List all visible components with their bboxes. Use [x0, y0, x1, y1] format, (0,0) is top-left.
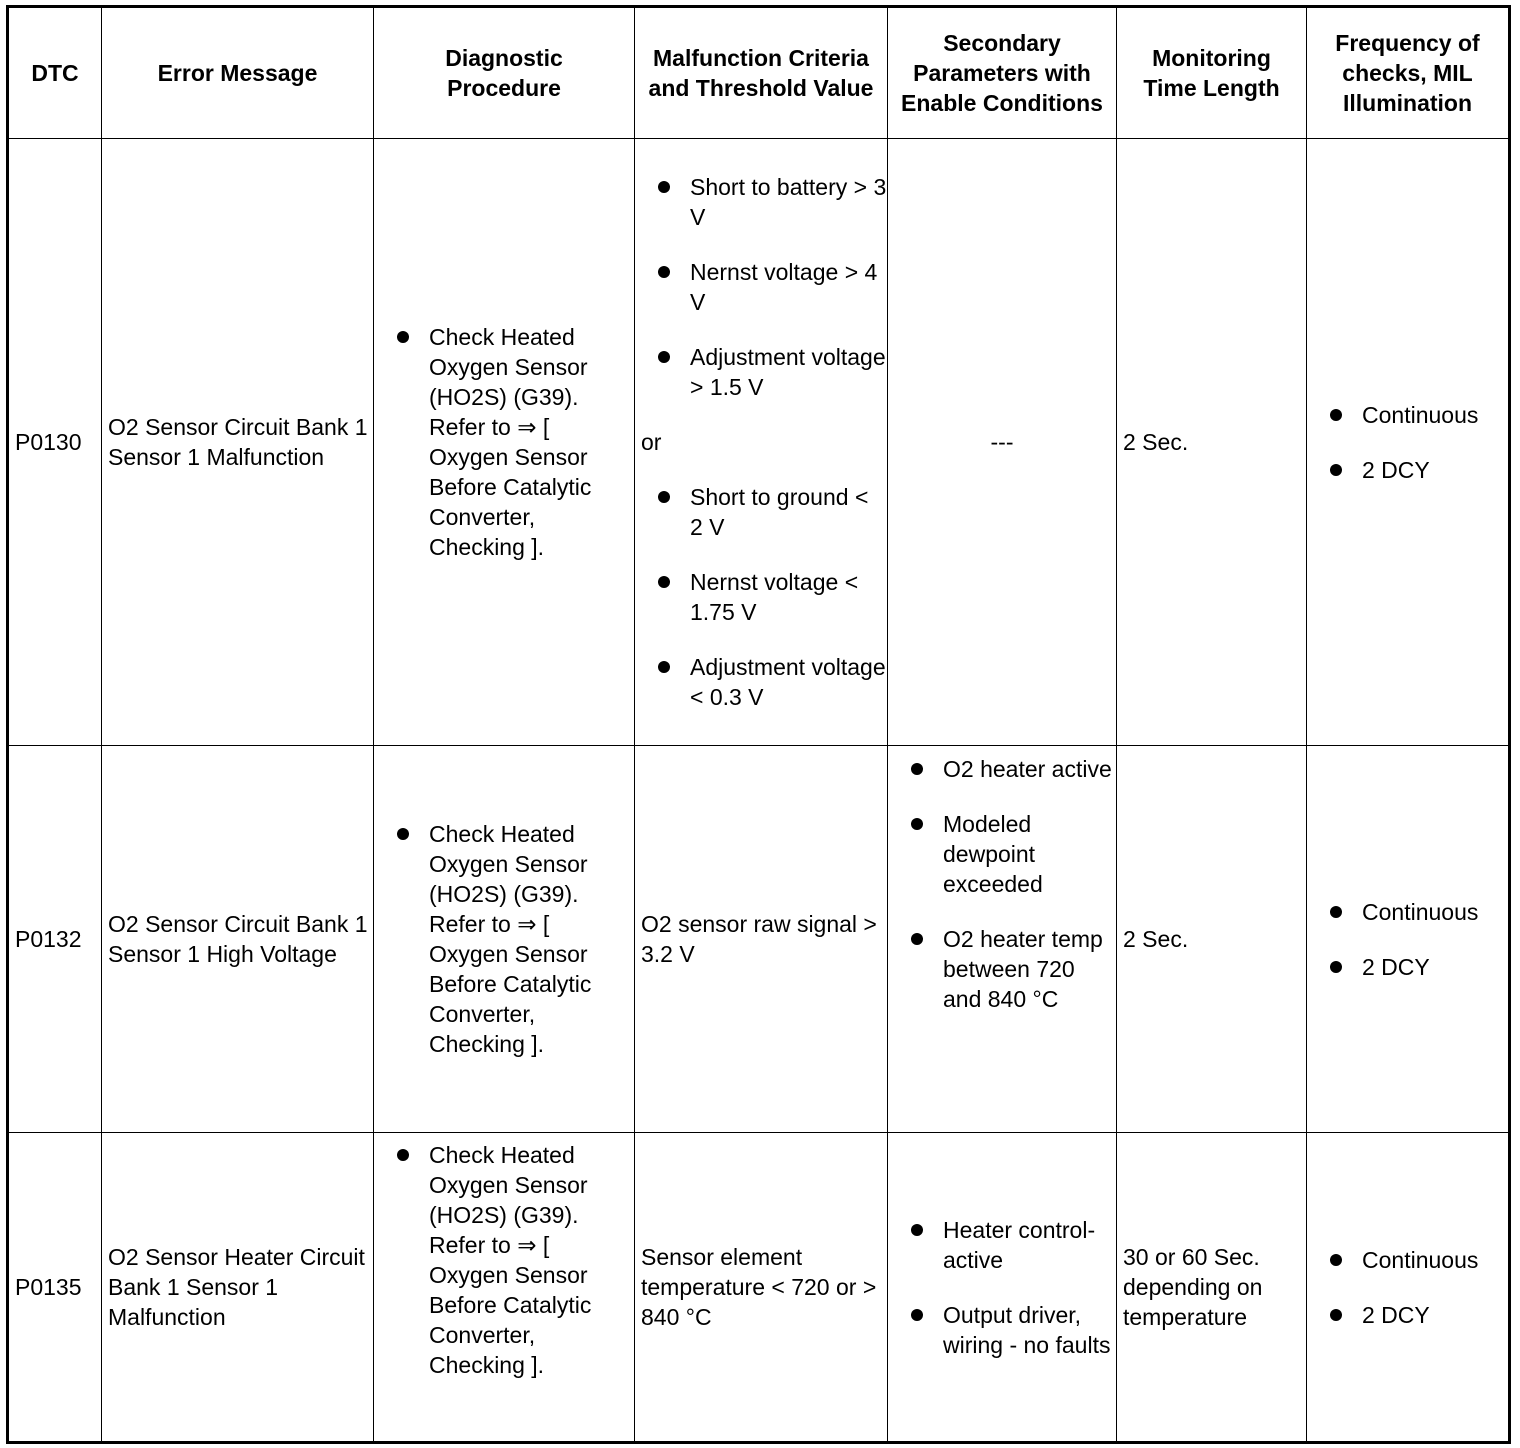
header-malfunction-criteria	[635, 7, 888, 139]
list-item: 2 DCY	[1307, 952, 1508, 982]
list-item: Adjustment voltage > 1.5 V	[635, 342, 887, 402]
frequency-list	[1307, 897, 1508, 982]
frequency-cell	[1307, 1133, 1510, 1443]
table-row	[8, 139, 1510, 746]
list-item: Check Heated Oxygen Sensor (HO2S) (G39). Refer to ⇒ [ Oxygen Sensor Before Catalytic Converter, Checking ].	[374, 1140, 634, 1380]
monitoring-time-cell: 30 or 60 Sec. depending on temperature	[1117, 1133, 1307, 1443]
criteria-cell	[635, 139, 888, 746]
procedure-cell	[374, 139, 635, 746]
procedure-list	[374, 819, 634, 1059]
error-message-cell: O2 Sensor Circuit Bank 1 Sensor 1 High Voltage	[102, 746, 374, 1133]
list-item: Check Heated Oxygen Sensor (HO2S) (G39). Refer to ⇒ [ Oxygen Sensor Before Catalytic Converter, Checking ].	[374, 819, 634, 1059]
list-item: O2 heater temp between 720 and 840 °C	[888, 924, 1116, 1014]
header-diagnostic-procedure-text: Diagnostic Procedure	[445, 45, 563, 101]
list-item: Continuous	[1307, 1245, 1508, 1275]
procedure-list	[374, 1140, 634, 1380]
list-item: Nernst voltage < 1.75 V	[635, 567, 887, 627]
list-item: Nernst voltage > 4 V	[635, 257, 887, 317]
header-dtc: DTC	[8, 7, 102, 139]
header-secondary-parameters	[888, 7, 1117, 139]
list-item: Continuous	[1307, 400, 1508, 430]
header-monitoring-time	[1117, 7, 1307, 139]
list-item: Short to ground < 2 V	[635, 482, 887, 542]
secondary-list	[888, 1215, 1116, 1360]
criteria-cell: Sensor element temperature < 720 or > 840 °C	[635, 1133, 888, 1443]
secondary-cell	[888, 1133, 1117, 1443]
criteria-list-1	[635, 172, 887, 402]
procedure-list	[374, 322, 634, 562]
list-item: Continuous	[1307, 897, 1508, 927]
table-row	[8, 1133, 1510, 1443]
secondary-cell: ---	[888, 139, 1117, 746]
table-row	[8, 746, 1510, 1133]
frequency-list	[1307, 1245, 1508, 1330]
list-item: Short to battery > 3 V	[635, 172, 887, 232]
header-diagnostic-procedure	[374, 7, 635, 139]
dtc-cell: P0135	[8, 1133, 102, 1443]
monitoring-time-cell: 2 Sec.	[1117, 139, 1307, 746]
header-frequency-text: Frequency of checks, MIL Illumination	[1335, 30, 1480, 116]
criteria-list-2	[635, 482, 887, 712]
header-error-message: Error Message	[102, 7, 374, 139]
dtc-table	[6, 5, 1511, 1444]
list-item: Heater control-active	[888, 1215, 1116, 1275]
error-message-cell: O2 Sensor Circuit Bank 1 Sensor 1 Malfunction	[102, 139, 374, 746]
header-malfunction-criteria-text: Malfunction Criteria and Threshold Value	[648, 45, 874, 101]
header-frequency	[1307, 7, 1510, 139]
procedure-cell	[374, 1133, 635, 1443]
header-monitoring-time-text: Monitoring Time Length	[1143, 45, 1280, 101]
procedure-cell	[374, 746, 635, 1133]
secondary-list	[888, 754, 1116, 1014]
error-message-cell: O2 Sensor Heater Circuit Bank 1 Sensor 1 Malfunction	[102, 1133, 374, 1443]
frequency-cell	[1307, 746, 1510, 1133]
list-item: 2 DCY	[1307, 1300, 1508, 1330]
list-item: Output driver, wiring - no faults	[888, 1300, 1116, 1360]
list-item: Adjustment voltage < 0.3 V	[635, 652, 887, 712]
frequency-list	[1307, 400, 1508, 485]
list-item: Check Heated Oxygen Sensor (HO2S) (G39). Refer to ⇒ [ Oxygen Sensor Before Catalytic Converter, Checking ].	[374, 322, 634, 562]
header-secondary-parameters-text: Secondary Parameters with Enable Conditions	[901, 30, 1103, 116]
list-item: 2 DCY	[1307, 455, 1508, 485]
monitoring-time-cell: 2 Sec.	[1117, 746, 1307, 1133]
frequency-cell	[1307, 139, 1510, 746]
dtc-cell: P0132	[8, 746, 102, 1133]
header-row	[8, 7, 1510, 139]
list-item: Modeled dewpoint exceeded	[888, 809, 1116, 899]
dtc-cell: P0130	[8, 139, 102, 746]
criteria-cell: O2 sensor raw signal > 3.2 V	[635, 746, 888, 1133]
criteria-separator: or	[641, 429, 662, 455]
secondary-cell	[888, 746, 1117, 1133]
list-item: O2 heater active	[888, 754, 1116, 784]
